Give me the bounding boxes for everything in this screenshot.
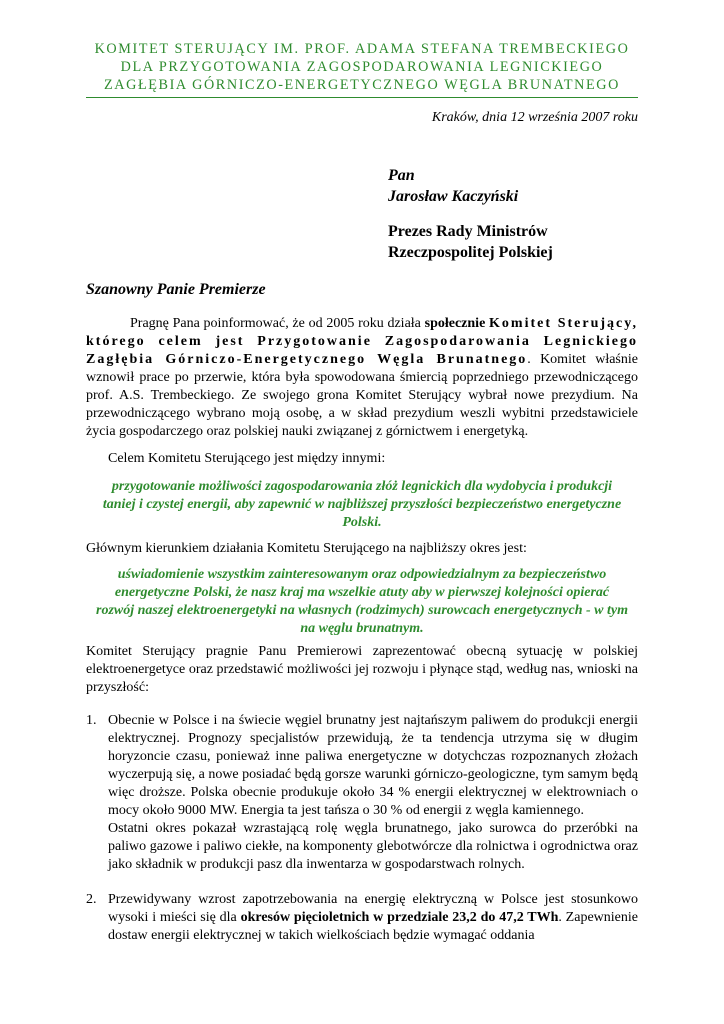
paragraph-direction-intro: Głównym kierunkiem działania Komitetu Sterującego na najbliższy okres jest:	[86, 541, 527, 556]
paragraph-intro-rest: . Komitet właśnie wznowił prace po przerwie, która była spowodowana śmiercią poprzedniego przewodniczącego prof. A.S. Trembeckiego. Ze swojego grona Komitet Sterujący wybrał nowe prezydium. Na przewodniczącego wybrano moją osobę, a w skład prezydium weszli wybitni przedstawiciele życia gospodarczego oraz polskiej nauki związanej z górnictwem i energetyką.	[86, 352, 638, 439]
addressee-title: Pan	[388, 167, 415, 184]
paragraph-goal-intro: Celem Komitetu Sterującego jest między innymi:	[108, 451, 386, 466]
list-item-text-part: . Zapewnienie dostaw energii elektrycznej w takich wielkościach będzie wymagać oddania	[108, 910, 638, 943]
letterhead-line-3: ZAGŁĘBIA GÓRNICZO-ENERGETYCZNEGO WĘGLA BRUNATNEGO	[104, 77, 620, 93]
list-item-text-part: Przewidywany wzrost zapotrzebowania na energię elektryczną w Polsce jest stosunkowo wysoki i mieści się dla	[108, 892, 638, 925]
goal-statement-2: uświadomienie wszystkim zainteresowanym oraz odpowiedzialnym za bezpieczeństwo energetyczne Polski, że nasz kraj ma wszelkie atuty aby w pierwszej kolejności opierać rozwój naszej elektroenergetyki na własnych (rodzimych) surowcach energetycznych - w tym na węglu brunatnym.	[96, 567, 628, 636]
letterhead-line-1: KOMITET STERUJĄCY IM. PROF. ADAMA STEFANA TREMBECKIEGO	[94, 41, 630, 57]
list-item-text	[108, 891, 638, 945]
paragraph-intro-bold: społecznie	[424, 316, 486, 331]
list-item-text-continued: Ostatni okres pokazał wzrastającą rolę węgla brunatnego, jako surowca do przeróbki na paliwo gazowe i paliwo ciekłe, na komponenty glebotwórcze dla rolnictwa i ogrodnictwa oraz jako składnik w produkcji pasz dla inwentarza w gospodarstwach rolnych.	[108, 821, 638, 872]
goal-statement-1: przygotowanie możliwości zagospodarowania złóż legnickich dla wydobycia i produkcji taniej i czystej energii, aby zapewnić w najbliższej przyszłości bezpieczeństwo energetyczne Polski.	[102, 479, 622, 530]
paragraph-intro-lead: Pragnę Pana poinformować, że od 2005 roku działa	[130, 316, 425, 331]
letterhead	[86, 40, 638, 94]
addressee-role-2: Rzeczpospolitej Polskiej	[388, 244, 553, 261]
list-item-text-bold: okresów pięcioletnich w przedziale 23,2 do 47,2 TWh	[240, 910, 559, 925]
addressee-role-1: Prezes Rady Ministrów	[388, 223, 548, 240]
salutation: Szanowny Panie Premierze	[86, 281, 266, 298]
list-item-text: Obecnie w Polsce i na świecie węgiel brunatny jest najtańszym paliwem do produkcji energii elektrycznej. Prognozy specjalistów przewidują, że ta tendencja utrzyma się w długim horyzoncie czasu, ponieważ inne paliwa energetyczne w dotychczas rozpoznanych złożach wyczerpują się, a nowe posiadać będą gorsze warunki górniczo-geologiczne, tym samym będą więc droższe. Polska obecnie produkuje około 34 % energii elektrycznej w elektrowniach o mocy około 9000 MW. Energia ta jest tańsza o 30 % od energii z węgla kamiennego.	[108, 713, 638, 818]
list-item-number: 2.	[86, 892, 97, 907]
paragraph-intro	[86, 315, 638, 441]
addressee-name: Jarosław Kaczyński	[388, 188, 519, 205]
list-item	[86, 712, 638, 874]
letterhead-line-2: DLA PRZYGOTOWANIA ZAGOSPODAROWANIA LEGNICKIEGO	[120, 59, 604, 75]
place-date: Kraków, dnia 12 września 2007 roku	[431, 110, 638, 125]
list-item	[86, 891, 638, 945]
committee-name: Komitet Sterujący, którego celem jest Przygotowanie Zagospodarowania Legnickiego Zagłębia Górniczo-Energetycznego Węgla Brunatnego	[86, 316, 638, 367]
list-item-number: 1.	[86, 713, 97, 728]
paragraph-presentation: Komitet Sterujący pragnie Panu Premierowi zaprezentować obecną sytuację w polskiej elektroenergetyce oraz przedstawić możliwości jej rozwoju i płynące stąd, według nas, wnioski na przyszłość:	[86, 644, 638, 695]
letterhead-divider	[86, 97, 638, 98]
